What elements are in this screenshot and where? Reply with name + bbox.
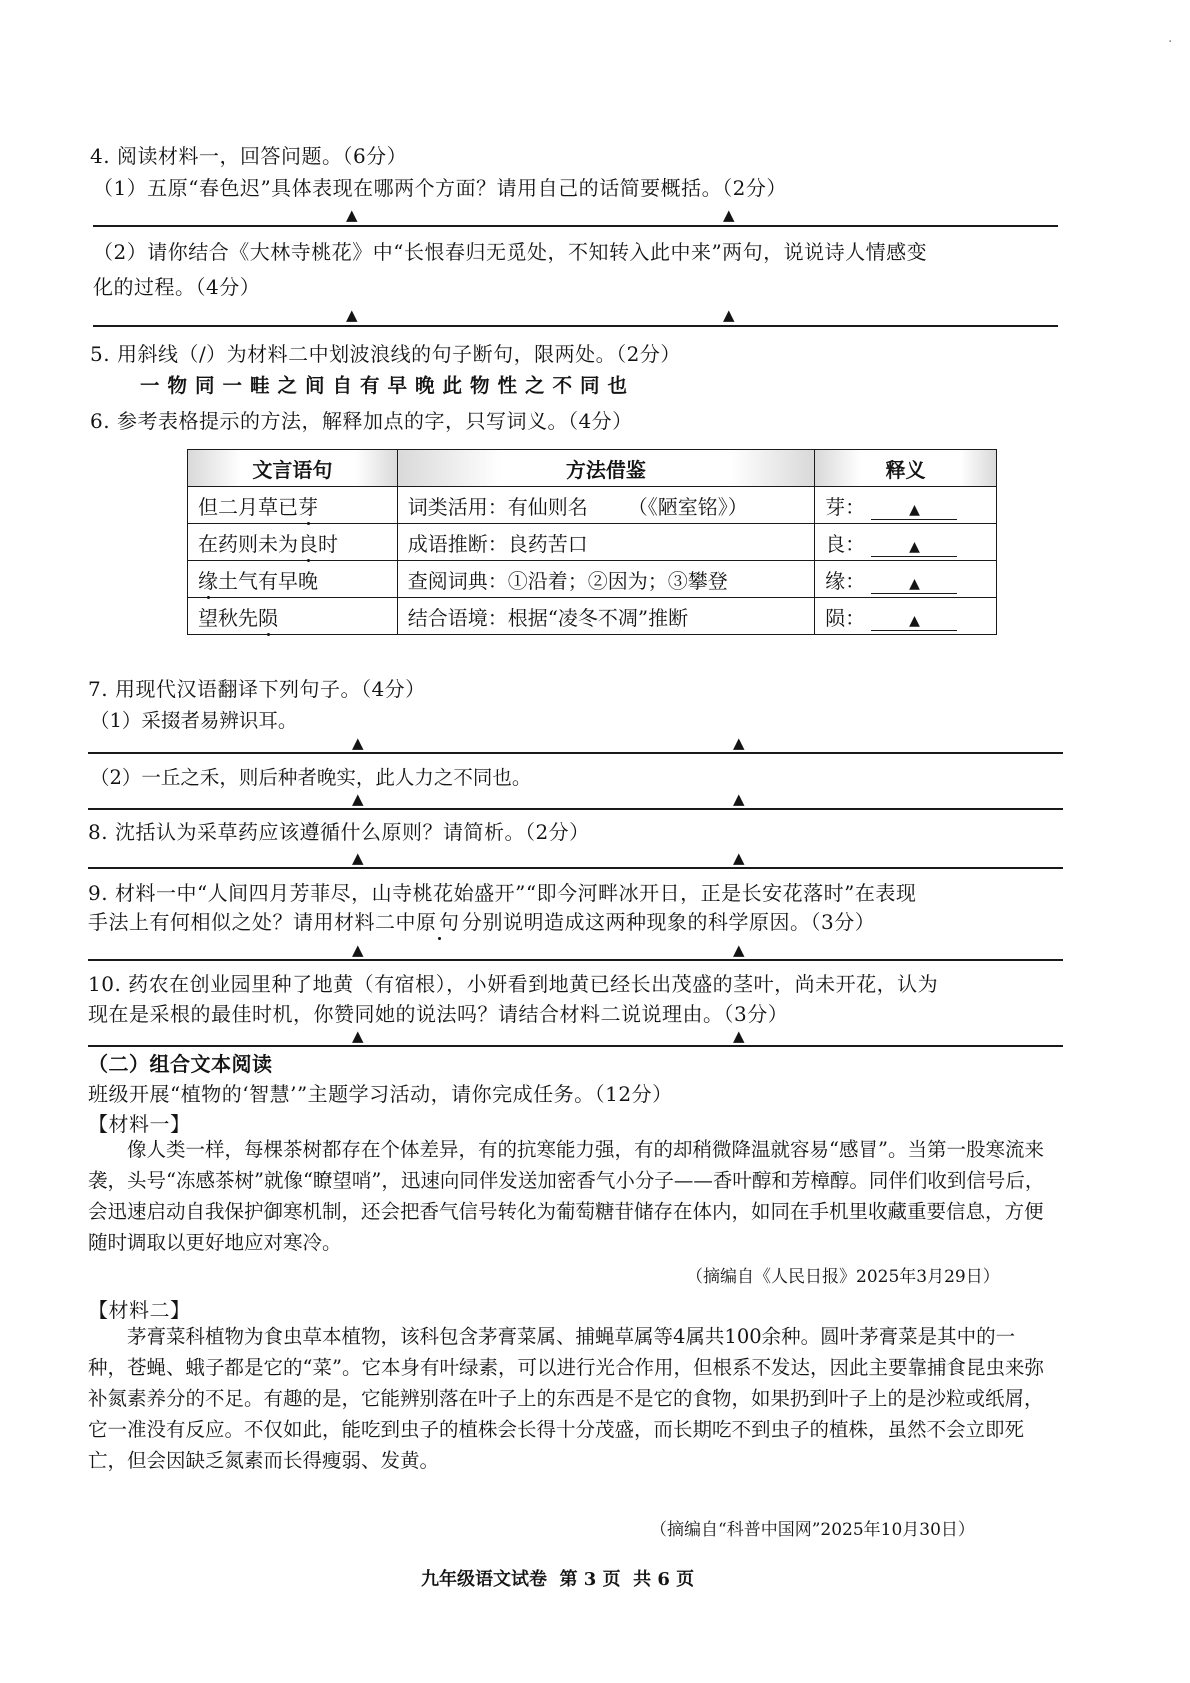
dotted-char: 陨 bbox=[258, 605, 278, 630]
q9-line1: 9. 材料一中“人间四月芳菲尽，山寺桃花始盛开”“即今河畔冰开日，正是长安花落时”在表现 bbox=[88, 881, 917, 905]
answer-mark: ▲ bbox=[352, 1027, 364, 1045]
dotted-char: 良 bbox=[298, 531, 318, 556]
table-row bbox=[188, 524, 997, 561]
dotted-char: 芽 bbox=[298, 494, 318, 519]
meaning-cell[interactable]: 良： ▲ bbox=[815, 524, 997, 561]
method-cell: 结合语境：根据“凌冬不凋”推断 bbox=[397, 598, 814, 635]
q5-sentence: 一物同一畦之间自有早晚此物性之不同也 bbox=[140, 374, 636, 397]
material2-text: 茅膏菜科植物为食虫草本植物，该科包含茅膏菜属、捕蝇草属等4属共100余种。圆叶茅膏菜是其中的一种，苍蝇、蛾子都是它的“菜”。它本身有叶绿素，可以进行光合作用，但根系不发达，因此主要靠捕食昆虫来弥补氮素养分的不足。有趣的是，它能辨别落在叶子上的东西是不是它的食物，如果扔到叶子上的是沙粒或纸屑，它一准没有反应。不仅如此，能吃到虫子的植株会长得十分茂盛，而长期吃不到虫子的植株，虽然不会立即死亡，但会因缺乏氮素而长得瘦弱、发黄。 bbox=[88, 1325, 1044, 1472]
header-meaning: 释义 bbox=[815, 450, 997, 487]
sentence-cell: 缘土气有早晚 bbox=[188, 561, 398, 598]
q5-stem: 5. 用斜线（/）为材料二中划波浪线的句子断句，限两处。（2分） bbox=[90, 342, 681, 366]
material1-source: （摘编自《人民日报》2025年3月29日） bbox=[686, 1267, 1000, 1287]
q7-stem: 7. 用现代汉语翻译下列句子。（4分） bbox=[88, 677, 426, 701]
answer-line bbox=[88, 808, 1063, 810]
q7-sub2: （2）一丘之禾，则后种者晚实，此人力之不同也。 bbox=[90, 766, 532, 789]
q10-line1: 10. 药农在创业园里种了地黄（有宿根），小妍看到地黄已经长出茂盛的茎叶，尚未开花，认为 bbox=[88, 972, 939, 996]
table-header-row bbox=[188, 450, 997, 487]
answer-mark: ▲ bbox=[733, 849, 745, 867]
answer-mark: ▲ bbox=[733, 790, 745, 808]
answer-line bbox=[88, 752, 1063, 754]
answer-line bbox=[88, 1045, 1063, 1047]
q7-sub1: （1）采掇者易辨识耳。 bbox=[90, 709, 298, 732]
answer-mark: ▲ bbox=[352, 941, 364, 959]
answer-mark: ▲ bbox=[352, 790, 364, 808]
meaning-cell[interactable]: 芽： ▲ bbox=[815, 487, 997, 524]
answer-mark: ▲ bbox=[723, 206, 735, 224]
answer-blank[interactable]: ▲ bbox=[871, 501, 957, 520]
meaning-cell[interactable]: 缘： ▲ bbox=[815, 561, 997, 598]
material2-label: 【材料二】 bbox=[88, 1298, 191, 1322]
material2-source: （摘编自“科普中国网”2025年10月30日） bbox=[650, 1520, 975, 1540]
table-row bbox=[188, 487, 997, 524]
answer-mark: ▲ bbox=[733, 941, 745, 959]
q6-table bbox=[187, 449, 997, 635]
q4-stem: 4. 阅读材料一，回答问题。（6分） bbox=[90, 144, 408, 168]
meaning-cell[interactable]: 陨： ▲ bbox=[815, 598, 997, 635]
answer-mark: ▲ bbox=[352, 849, 364, 867]
answer-blank[interactable]: ▲ bbox=[871, 575, 957, 594]
q6-stem: 6. 参考表格提示的方法，解释加点的字，只写词义。（4分） bbox=[90, 409, 633, 433]
answer-line bbox=[88, 867, 1063, 869]
table-row bbox=[188, 561, 997, 598]
answer-line bbox=[88, 959, 1063, 961]
q4-sub2-line2: 化的过程。（4分） bbox=[93, 275, 261, 299]
dotted-char: 缘 bbox=[198, 568, 218, 593]
material1-text: 像人类一样，每棵茶树都存在个体差异，有的抗寒能力强，有的却稍微降温就容易“感冒”。当第一股寒流来袭，头号“冻感茶树”就像“瞭望哨”，迅速向同伴发送加密香气小分子——香叶醇和芳樟醇。同伴们收到信号后，会迅速启动自我保护御寒机制，还会把香气信号转化为葡萄糖苷储存在体内，如同在手机里收藏重要信息，方便随时调取以更好地应对寒冷。 bbox=[88, 1138, 1045, 1254]
q8-stem: 8. 沈括认为采草药应该遵循什么原则？请简析。（2分） bbox=[88, 820, 590, 844]
q10-line2: 现在是采根的最佳时机，你赞同她的说法吗？请结合材料二说说理由。（3分） bbox=[88, 1002, 789, 1026]
q9-line2: 手法上有何相似之处？请用材料二中原句分别说明造成这两种现象的科学原因。（3分） bbox=[88, 910, 876, 934]
answer-line bbox=[93, 325, 1058, 327]
answer-line bbox=[93, 225, 1058, 227]
sentence-cell: 但二月草已芽 bbox=[188, 487, 398, 524]
material1-label: 【材料一】 bbox=[88, 1112, 191, 1136]
answer-blank[interactable]: ▲ bbox=[871, 538, 957, 557]
answer-mark: ▲ bbox=[733, 734, 745, 752]
section2-title: （二）组合文本阅读 bbox=[88, 1052, 273, 1076]
section2-intro: 班级开展“植物的‘智慧’”主题学习活动，请你完成任务。（12分） bbox=[88, 1082, 673, 1106]
q4-sub2-line1: （2）请你结合《大林寺桃花》中“长恨春归无觅处，不知转入此中来”两句，说说诗人情感变 bbox=[93, 240, 928, 264]
method-cell: 词类活用：有仙则名 （《陋室铭》） bbox=[397, 487, 814, 524]
answer-mark: ▲ bbox=[346, 306, 358, 324]
answer-mark: ▲ bbox=[733, 1027, 745, 1045]
table-row bbox=[188, 598, 997, 635]
q4-sub1: （1）五原“春色迟”具体表现在哪两个方面？请用自己的话简要概括。（2分） bbox=[93, 176, 787, 200]
sentence-cell: 在药则未为良时 bbox=[188, 524, 398, 561]
answer-blank[interactable]: ▲ bbox=[871, 612, 957, 631]
dotted-text: 原句 bbox=[416, 910, 462, 934]
method-cell: 查阅词典：①沿着；②因为；③攀登 bbox=[397, 561, 814, 598]
method-cell: 成语推断：良药苦口 bbox=[397, 524, 814, 561]
answer-mark: ▲ bbox=[346, 206, 358, 224]
sentence-cell: 望秋先陨 bbox=[188, 598, 398, 635]
corner-mark: · bbox=[1168, 34, 1173, 50]
header-method: 方法借鉴 bbox=[397, 450, 814, 487]
page-footer: 九年级语文试卷 第 3 页 共 6 页 bbox=[421, 1569, 695, 1590]
answer-mark: ▲ bbox=[723, 306, 735, 324]
answer-mark: ▲ bbox=[352, 734, 364, 752]
header-sentence: 文言语句 bbox=[188, 450, 398, 487]
